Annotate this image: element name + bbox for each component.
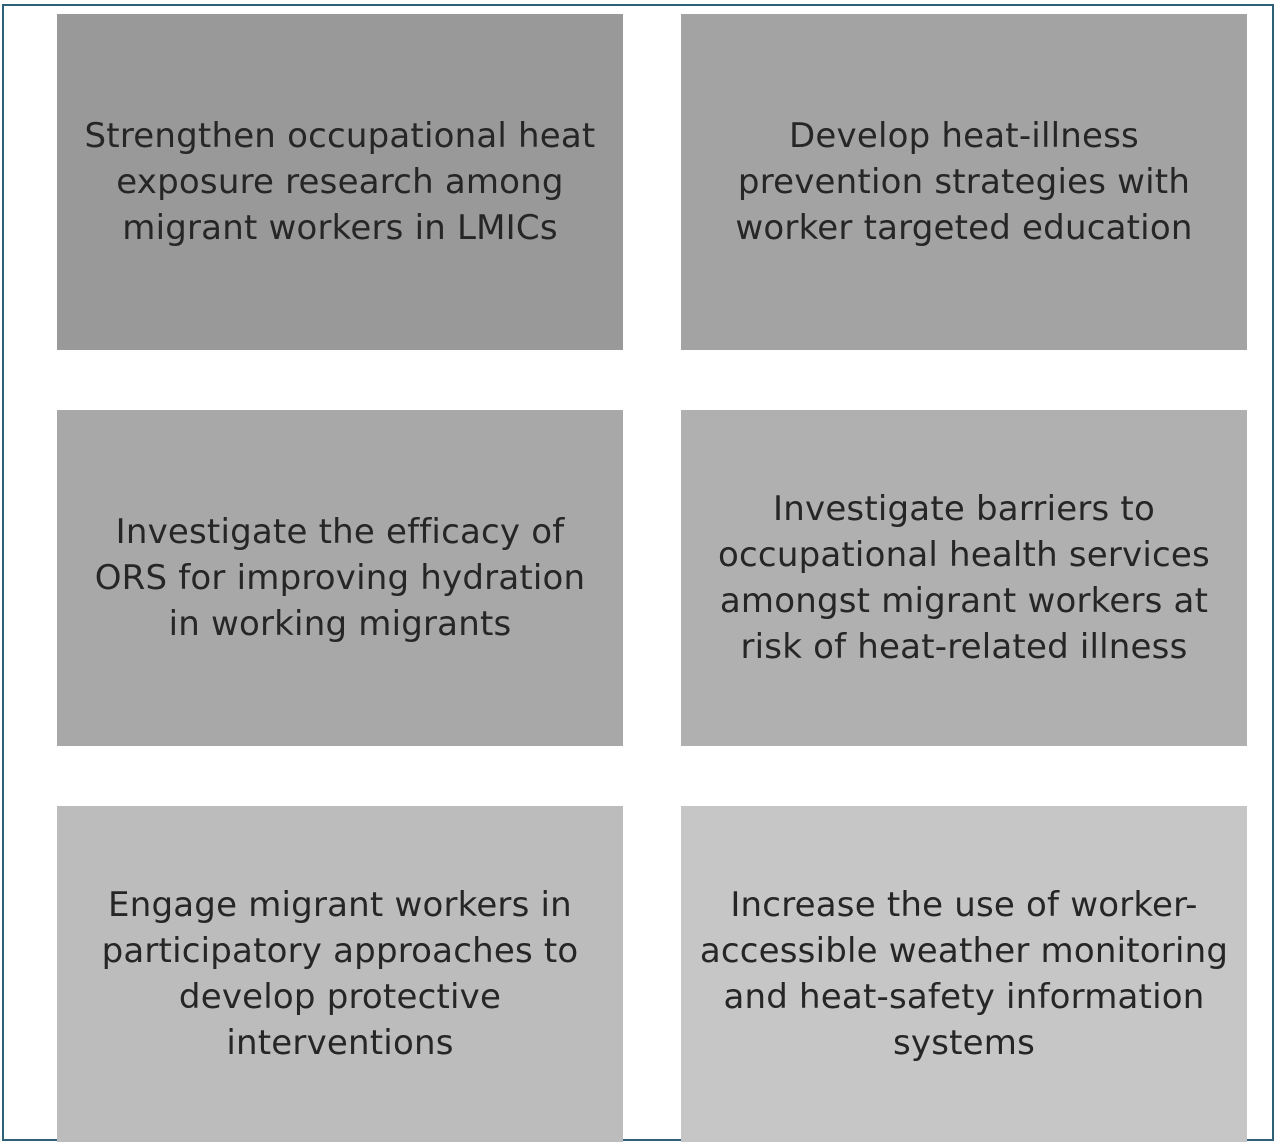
- priority-box-ors-hydration: [57, 410, 623, 746]
- priority-box-research-text: Strengthen occupational heat exposure research among migrant workers in LMICs: [84, 116, 596, 248]
- diagram-frame: [2, 4, 1274, 1141]
- priority-box-weather-monitoring: [681, 806, 1247, 1142]
- priority-box-health-services-barriers-text: Investigate barriers to occupational health services amongst migrant workers at risk of heat-related illness: [718, 489, 1210, 667]
- priority-box-ors-hydration-text: Investigate the efficacy of ORS for improving hydration in working migrants: [94, 512, 586, 644]
- priority-box-prevention-education-text: Develop heat-illness prevention strategies with worker targeted education: [735, 116, 1193, 248]
- priority-box-prevention-education: [681, 14, 1247, 350]
- priority-box-research: [57, 14, 623, 350]
- priority-box-participatory-approaches: [57, 806, 623, 1142]
- priority-box-weather-monitoring-text: Increase the use of worker-accessible weather monitoring and heat-safety information systems: [699, 885, 1229, 1063]
- priority-box-participatory-approaches-text: Engage migrant workers in participatory approaches to develop protective interventions: [101, 885, 579, 1063]
- priority-box-health-services-barriers: [681, 410, 1247, 746]
